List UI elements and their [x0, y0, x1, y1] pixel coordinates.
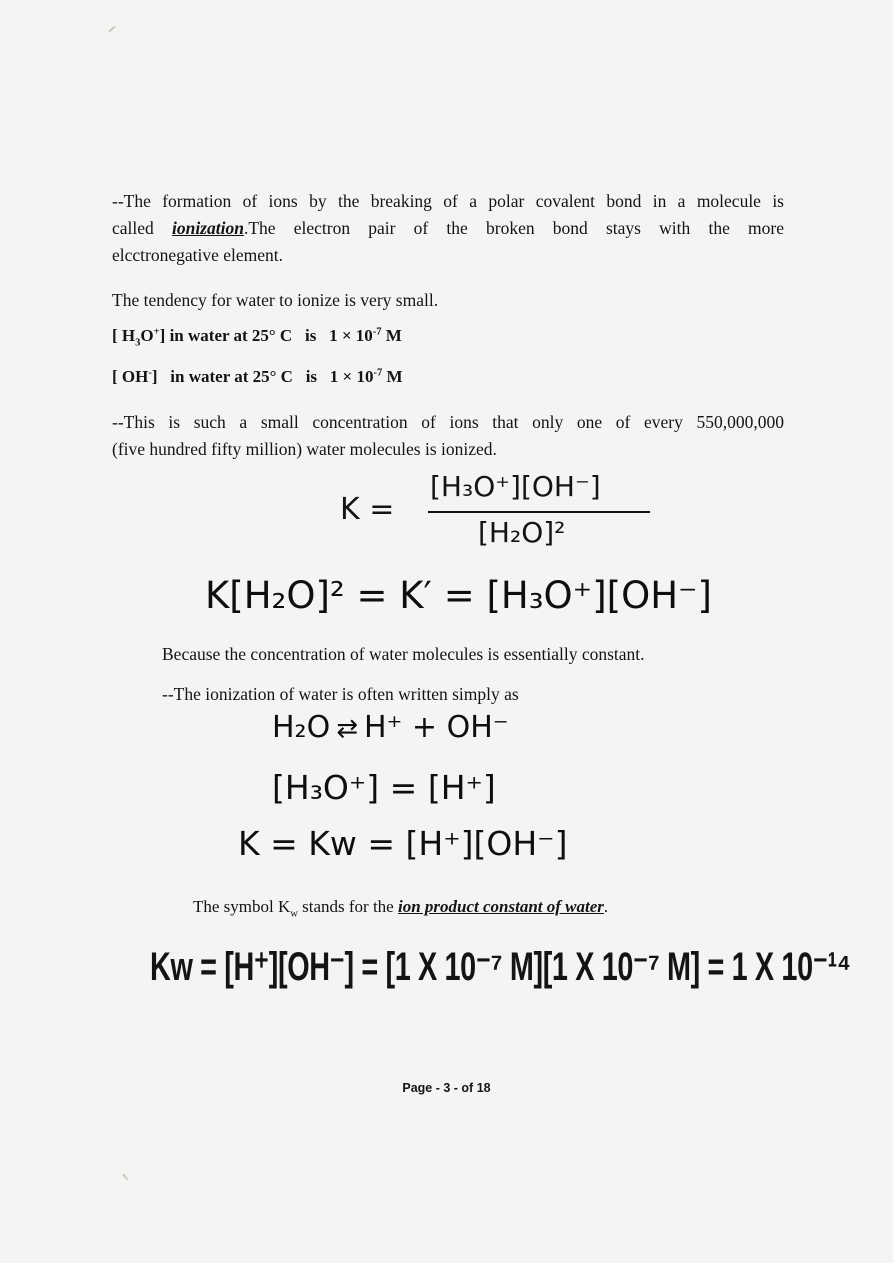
equation-h3o-equals-h: [H₃O⁺] = [H⁺]: [272, 768, 496, 807]
scan-mark: [122, 1174, 128, 1181]
concentration-h3o: [ $H_3O^+$] in water at 25° C is $1 \times 10^{-7}$ M: [112, 326, 402, 349]
paragraph-line: --This is such a small concentration of ions that only one of every 550,000,000: [112, 412, 784, 432]
paragraph-line: --The formation of ions by the breaking of a polar covalent bond in a molecule is: [112, 191, 784, 211]
equation-kw: K = Kw = [H⁺][OH⁻]: [238, 824, 568, 863]
paragraph-tendency: The tendency for water to ionize is very small.: [112, 290, 439, 310]
term-ion-product: ion product constant of water: [397, 897, 604, 916]
equation-kw-value: Kw = [H⁺][OH⁻] = [1 X 10⁻⁷ M][1 X 10⁻⁷ M] = 1 X 10⁻¹⁴: [150, 945, 851, 989]
equation-ionization: H₂O ⇄ H⁺ + OH⁻: [272, 710, 509, 745]
equation-k-prime: K[H₂O]² = K′ = [H₃O⁺][OH⁻]: [205, 574, 712, 617]
concentration-oh: [ OH-] in water at 25° C is $1 \times 10^{-7}$ M: [112, 367, 403, 386]
equation-k-lhs: K =: [340, 492, 395, 527]
page-footer: Page - 3 - of 18: [402, 1081, 491, 1095]
paragraph-line: called ionization.The electron pair of the broken bond stays with the more: [112, 218, 784, 238]
fraction-bar: [428, 511, 650, 513]
paragraph-written-simply: --The ionization of water is often written simply as: [162, 684, 519, 704]
paragraph-ionization: [112, 188, 784, 269]
paragraph-small-concentration: [112, 409, 784, 463]
scan-mark: [108, 26, 115, 33]
paragraph-line: elcctronegative element.: [112, 245, 284, 265]
paragraph-kw-symbol: The symbol $K_w$ stands for the ion product constant of water.: [193, 897, 609, 920]
paragraph-constant: Because the concentration of water molecules is essentially constant.: [162, 644, 645, 664]
equation-k-fraction: [340, 470, 670, 565]
equation-k-denominator: [H₂O]²: [478, 516, 566, 549]
equation-k-numerator: [H₃O⁺][OH⁻]: [430, 470, 601, 503]
paragraph-line: (five hundred fifty million) water molecules is ionized.: [112, 439, 497, 459]
equilibrium-arrow-icon: ⇄: [336, 713, 358, 744]
term-ionization: ionization: [171, 218, 244, 238]
